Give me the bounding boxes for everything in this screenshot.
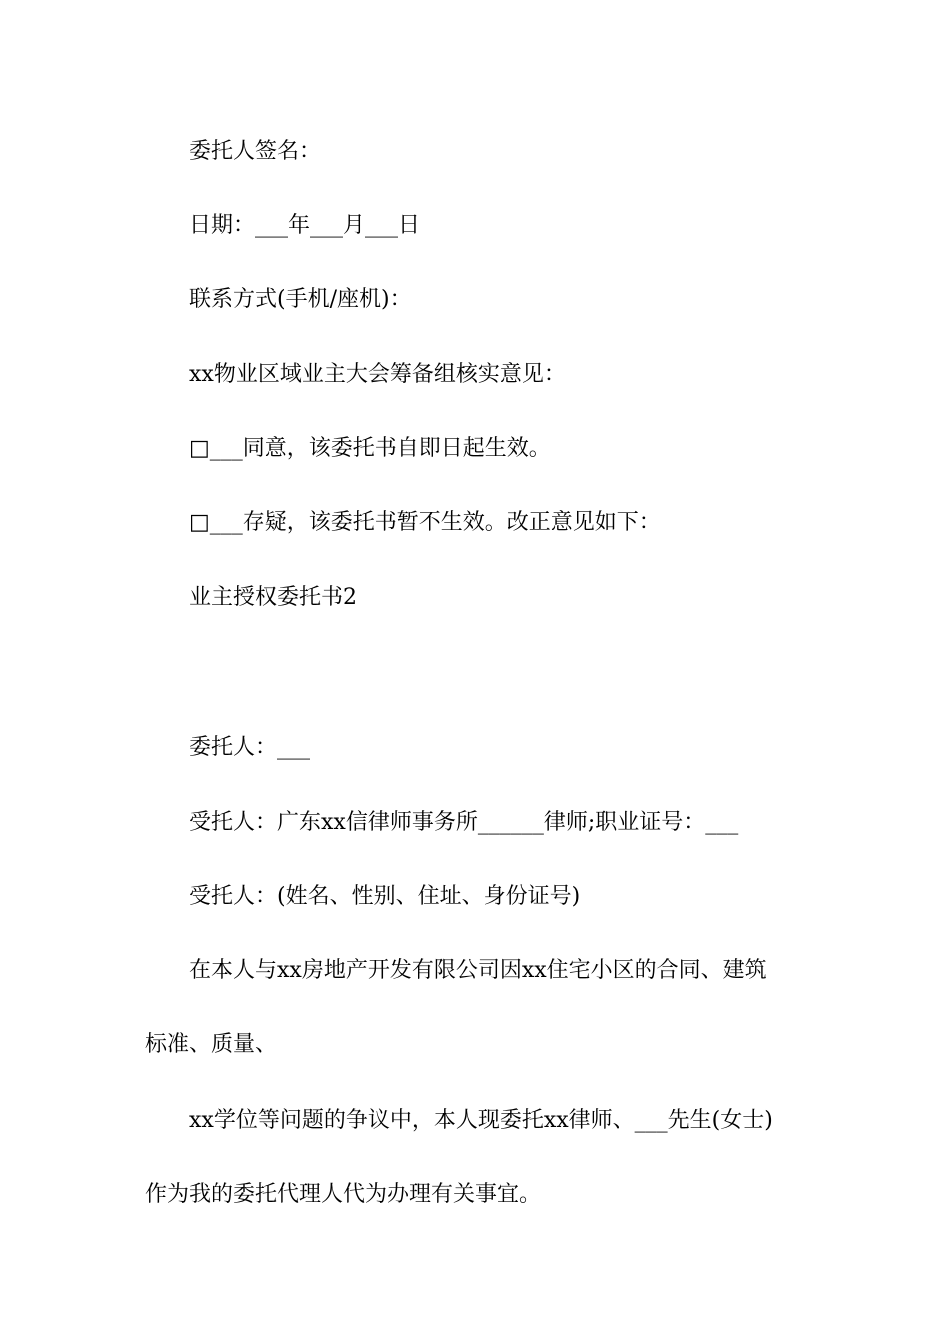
body-paragraph-2: xx学位等问题的争议中，本人现委托xx律师、___先生(女士): [189, 1108, 773, 1133]
body-paragraph-1: 在本人与xx房地产开发有限公司因xx住宅小区的合同、建筑: [189, 958, 767, 983]
verification-heading: xx物业区域业主大会筹备组核实意见：: [189, 362, 566, 387]
section-title: 业主授权委托书2: [189, 585, 357, 610]
body-paragraph-1-cont: 标准、质量、: [145, 1032, 278, 1057]
agent-lawyer-line: 受托人：广东xx信律师事务所______律师;职业证号：___: [189, 810, 739, 835]
doubt-option: □___存疑，该委托书暂不生效。改正意见如下：: [189, 510, 661, 535]
signature-line: 委托人签名：: [189, 139, 322, 164]
date-line: 日期：___年___月___日: [189, 213, 421, 238]
agree-option: □___同意，该委托书自即日起生效。: [189, 436, 551, 461]
agent-details-line: 受托人：(姓名、性别、住址、身份证号): [189, 884, 581, 909]
principal-line: 委托人：___: [189, 735, 311, 760]
body-paragraph-2-cont: 作为我的委托代理人代为办理有关事宜。: [145, 1182, 542, 1207]
contact-line: 联系方式(手机/座机)：: [189, 287, 412, 312]
